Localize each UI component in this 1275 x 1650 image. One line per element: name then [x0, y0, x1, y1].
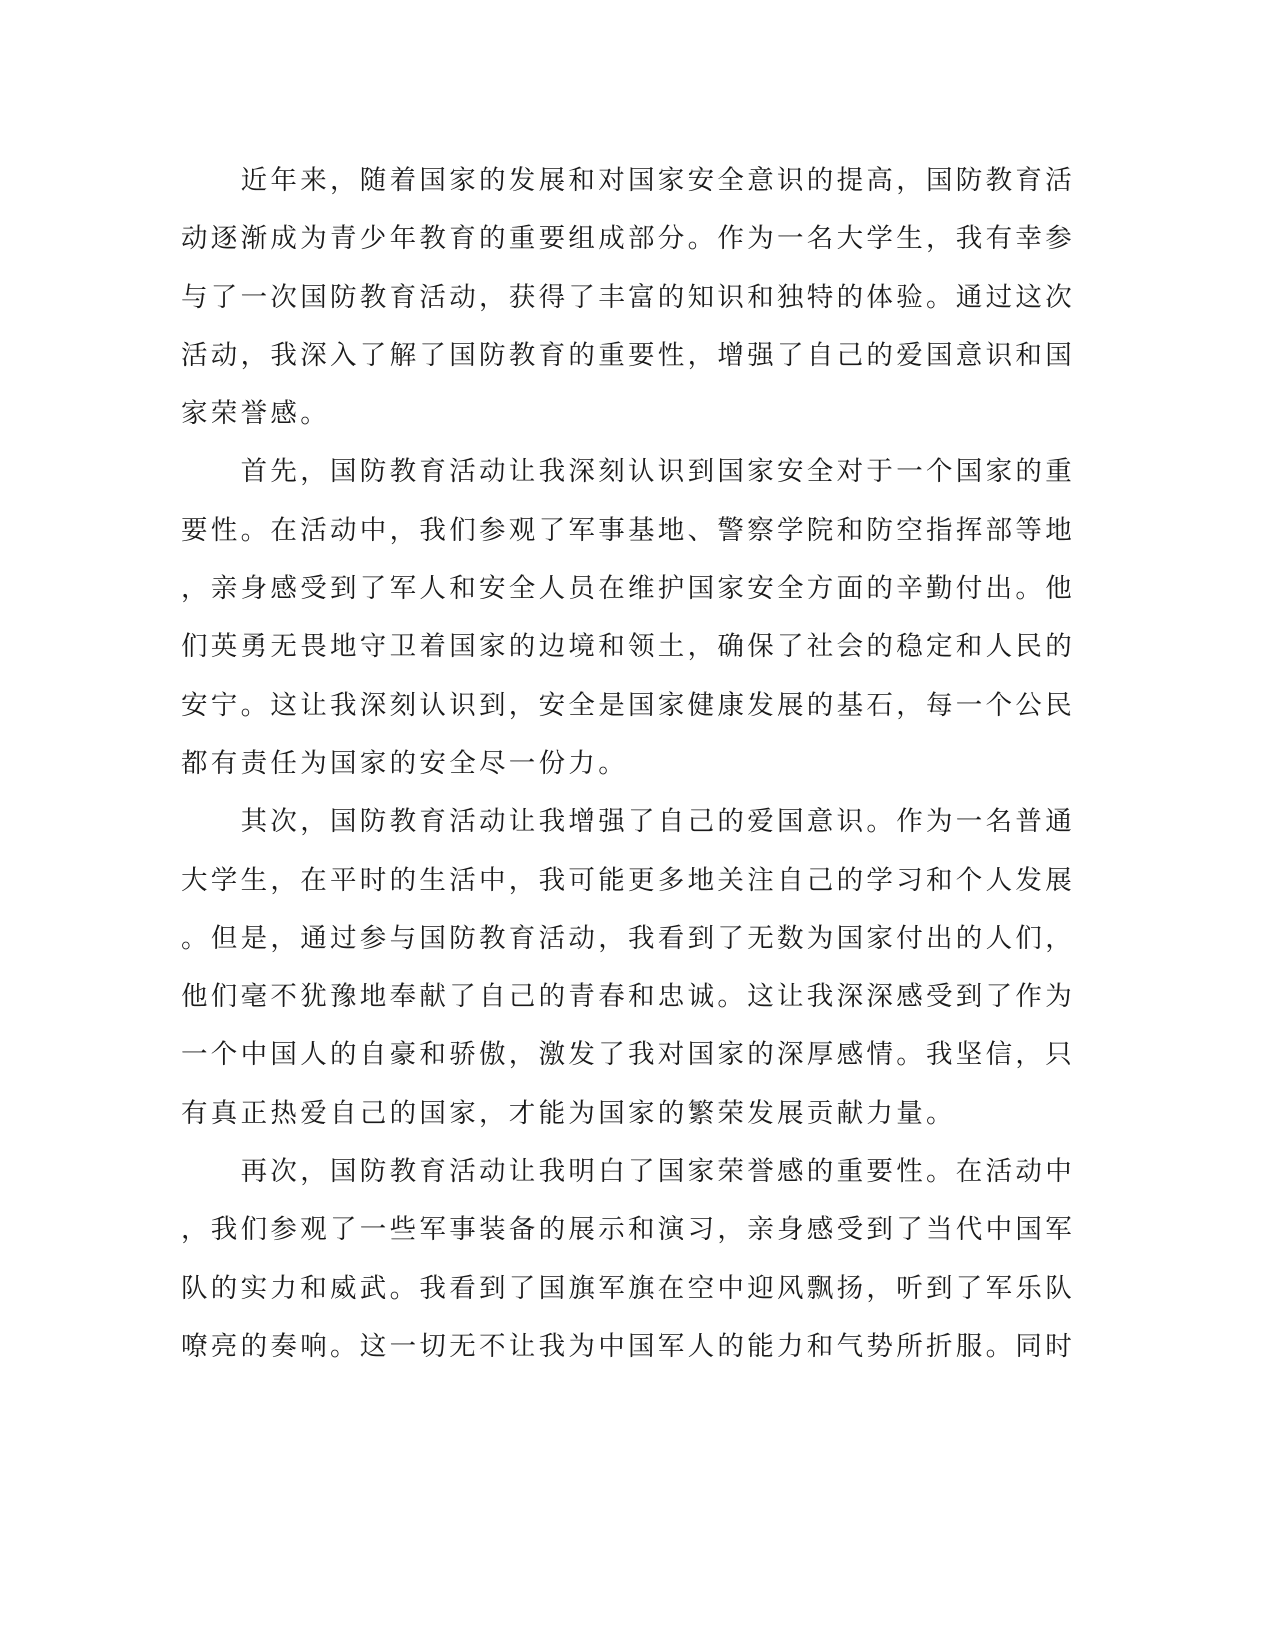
text-line: 再次，国防教育活动让我明白了国家荣誉感的重要性。在活动中 — [181, 1156, 1075, 1188]
text-line: ，我们参观了一些军事装备的展示和演习，亲身感受到了当代中国军 — [181, 1214, 1075, 1246]
text-line: 有真正热爱自己的国家，才能为国家的繁荣发展贡献力量。 — [181, 1097, 956, 1129]
text-line: 动逐渐成为青少年教育的重要组成部分。作为一名大学生，我有幸参 — [181, 223, 1075, 255]
text-line: 首先，国防教育活动让我深刻认识到国家安全对于一个国家的重 — [181, 456, 1075, 488]
text-line: ，亲身感受到了军人和安全人员在维护国家安全方面的辛勤付出。他 — [181, 573, 1075, 605]
text-line: 嘹亮的奏响。这一切无不让我为中国军人的能力和气势所折服。同时 — [181, 1330, 1075, 1362]
text-line: 他们毫不犹豫地奉献了自己的青春和忠诚。这让我深深感受到了作为 — [181, 981, 1075, 1013]
text-line: 大学生，在平时的生活中，我可能更多地关注自己的学习和个人发展 — [181, 864, 1075, 896]
text-line: 都有责任为国家的安全尽一份力。 — [181, 747, 628, 779]
text-line: 要性。在活动中，我们参观了军事基地、警察学院和防空指挥部等地 — [181, 514, 1075, 546]
text-line: 家荣誉感。 — [181, 398, 330, 430]
text-line: 队的实力和威武。我看到了国旗军旗在空中迎风飘扬，听到了军乐队 — [181, 1272, 1075, 1304]
text-line: 们英勇无畏地守卫着国家的边境和领土，确保了社会的稳定和人民的 — [181, 631, 1075, 663]
text-line: 其次，国防教育活动让我增强了自己的爱国意识。作为一名普通 — [181, 806, 1075, 838]
text-line: 近年来，随着国家的发展和对国家安全意识的提高，国防教育活 — [181, 165, 1075, 196]
text-line: 一个中国人的自豪和骄傲，激发了我对国家的深厚感情。我坚信，只 — [181, 1039, 1075, 1071]
text-line: 。但是，通过参与国防教育活动，我看到了无数为国家付出的人们， — [181, 922, 1075, 954]
text-line: 与了一次国防教育活动，获得了丰富的知识和独特的体验。通过这次 — [181, 281, 1075, 313]
text-line: 安宁。这让我深刻认识到，安全是国家健康发展的基石，每一个公民 — [181, 689, 1075, 721]
text-line: 活动，我深入了解了国防教育的重要性，增强了自己的爱国意识和国 — [181, 339, 1075, 371]
body-text — [181, 152, 1075, 1376]
